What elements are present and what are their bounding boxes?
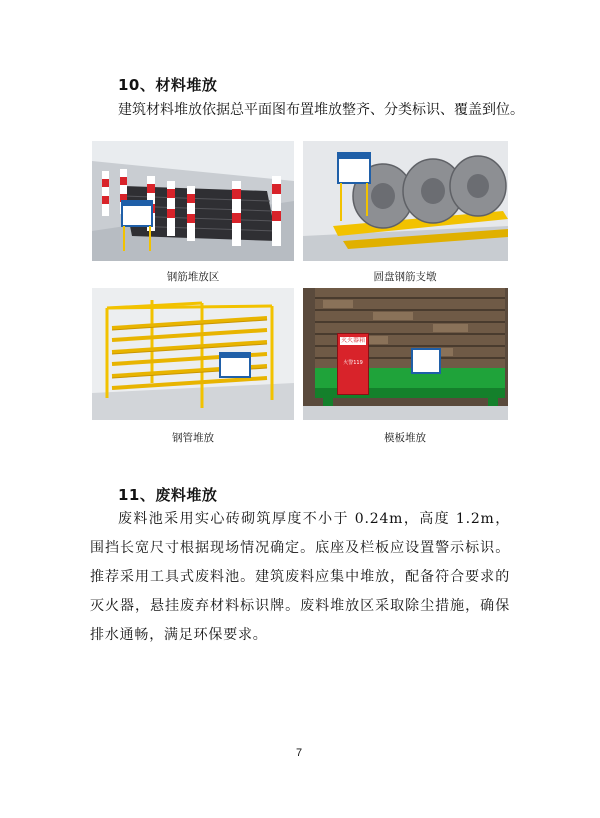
figure-caption: 钢筋堆放区 — [166, 271, 220, 283]
fire-extinguisher-box — [337, 333, 369, 395]
extinguisher-box-title: 灭火器箱 — [340, 337, 365, 344]
figure-caption: 模板堆放 — [384, 432, 426, 444]
section-11-heading: 11、废料堆放 — [118, 486, 218, 504]
section-10-text: 建筑材料堆放依据总平面图布置堆放整齐、分类标识、覆盖到位。 — [118, 102, 524, 118]
steel-pipe-stacking-illustration — [92, 288, 294, 420]
page-number: 7 — [296, 747, 303, 759]
extinguisher-box-sub: 火警119 — [343, 360, 363, 366]
sign-board — [411, 348, 441, 374]
section-11-text: 废料池采用实心砖砌筑厚度不小于 0.24m，高度 1.2m，围挡长宽尺寸根据现场情况确定。底座及栏板应设置警示标识。推荐采用工具式废料池。建筑废料应集中堆放，配备符合要求的灭火器，悬挂废弃材料标识牌。废料堆放区采取除尘措施，确保排水通畅，满足环保要求。 — [90, 511, 510, 643]
rebar-stacking-illustration — [92, 141, 294, 261]
figure-caption: 圆盘钢筋支墩 — [373, 271, 437, 283]
formwork-stacking-illustration — [303, 288, 508, 420]
coiled-rebar-illustration — [303, 141, 508, 261]
section-10-heading: 10、材料堆放 — [118, 76, 218, 94]
figure-caption: 钢管堆放 — [172, 432, 214, 444]
